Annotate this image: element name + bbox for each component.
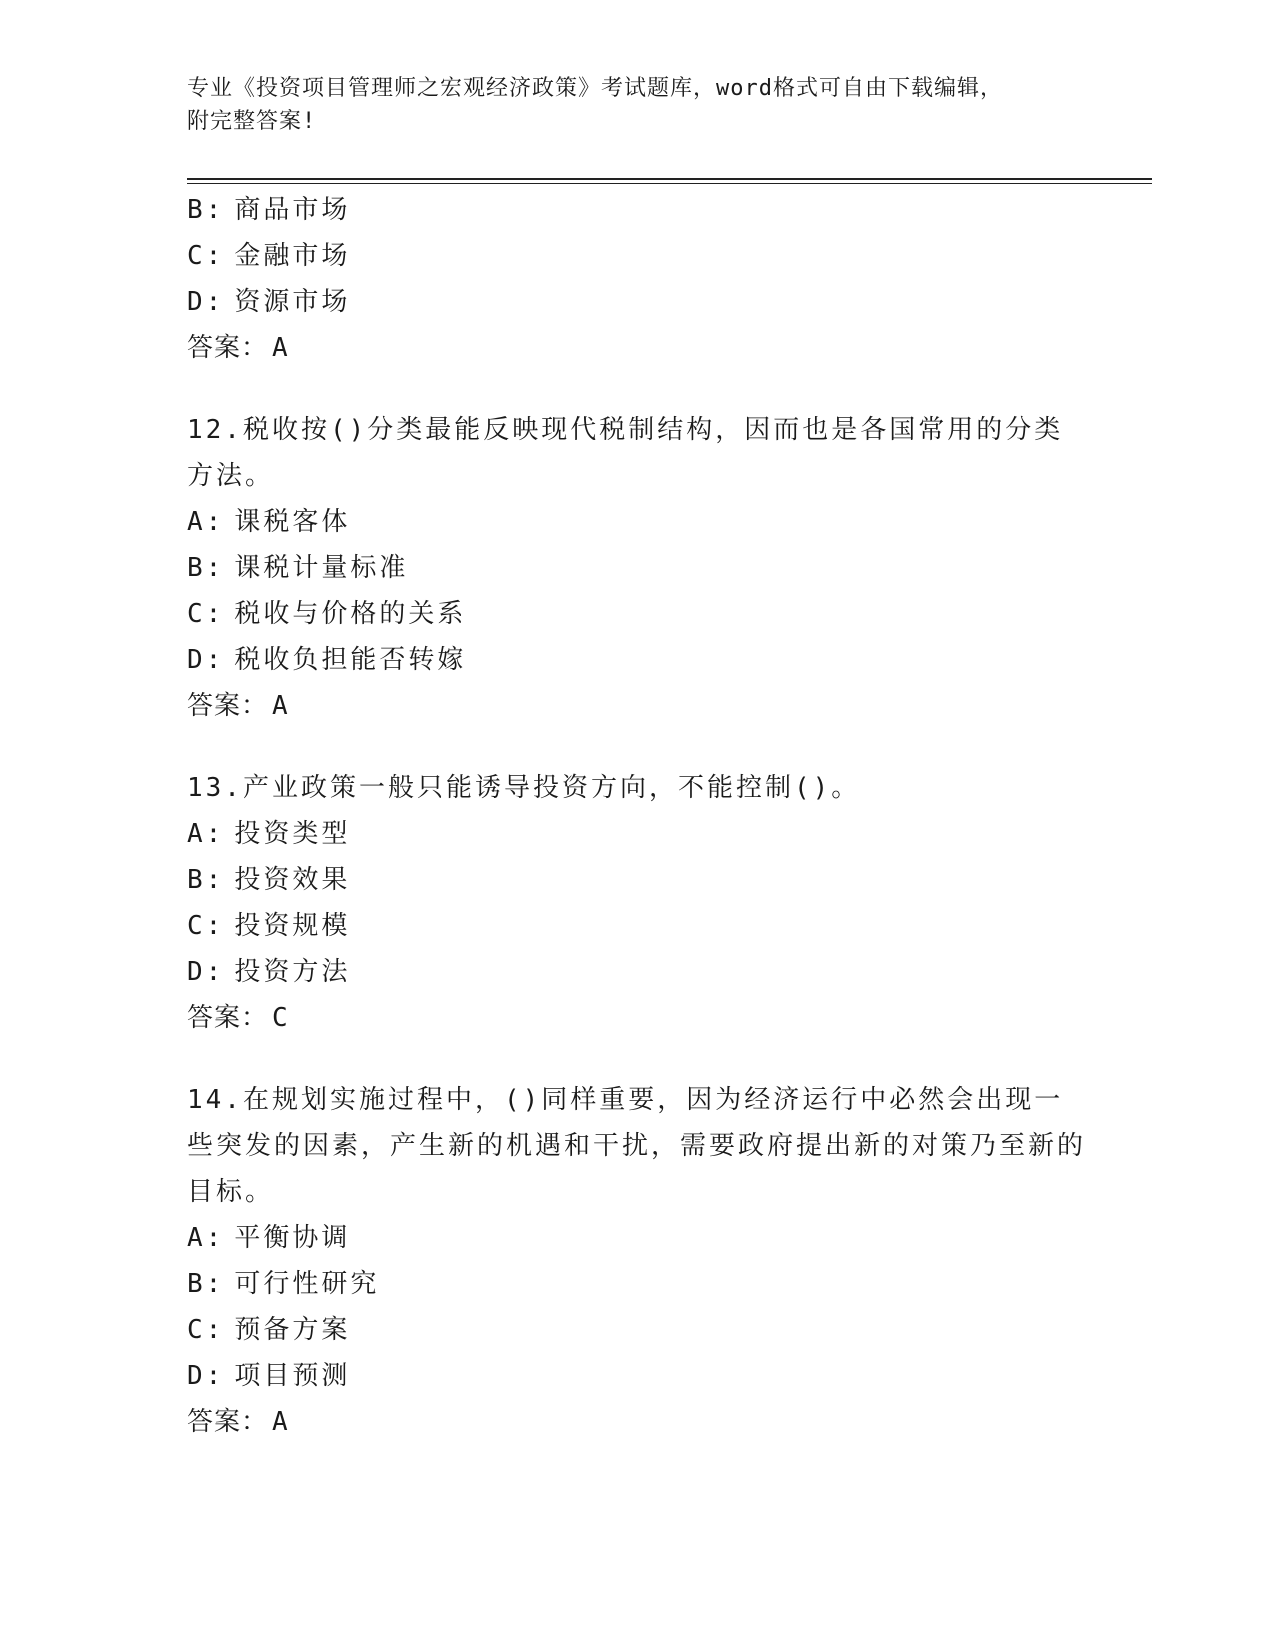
option-c: C: 预备方案 <box>187 1315 351 1345</box>
question-stem: 12.税收按()分类最能反映现代税制结构，因而也是各国常用的分类方法。 <box>187 415 1064 491</box>
option-d: D: 投资方法 <box>187 957 351 987</box>
option-c: C: 税收与价格的关系 <box>187 599 467 629</box>
answer-line: 答案： A <box>187 691 289 721</box>
option-c: C: 金融市场 <box>187 241 351 271</box>
option-c: C: 投资规模 <box>187 911 351 941</box>
answer-line: 答案： A <box>187 1407 289 1437</box>
option-b: B: 商品市场 <box>187 195 351 225</box>
option-b: B: 课税计量标准 <box>187 553 409 583</box>
question-stem: 13.产业政策一般只能诱导投资方向，不能控制()。 <box>187 773 861 803</box>
answer-line: 答案： C <box>187 1003 289 1033</box>
question-11-continued <box>187 187 1087 371</box>
option-d: D: 税收负担能否转嫁 <box>187 645 467 675</box>
document-header <box>187 72 1087 138</box>
question-stem: 14.在规划实施过程中，()同样重要，因为经济运行中必然会出现一些突发的因素，产生新的机遇和干扰，需要政府提出新的对策乃至新的目标。 <box>187 1085 1087 1207</box>
answer-line: 答案： A <box>187 333 289 363</box>
option-d: D: 项目预测 <box>187 1361 351 1391</box>
option-d: D: 资源市场 <box>187 287 351 317</box>
option-a: A: 投资类型 <box>187 819 351 849</box>
option-a: A: 平衡协调 <box>187 1223 351 1253</box>
header-line-1: 专业《投资项目管理师之宏观经济政策》考试题库，word格式可自由下载编辑， <box>187 76 1003 101</box>
option-b: B: 投资效果 <box>187 865 351 895</box>
question-12 <box>187 407 1087 729</box>
header-line-2: 附完整答案! <box>187 109 317 134</box>
question-list <box>187 187 1087 1445</box>
question-13 <box>187 765 1087 1041</box>
option-a: A: 课税客体 <box>187 507 351 537</box>
question-14 <box>187 1077 1087 1445</box>
header-divider <box>187 178 1152 184</box>
option-b: B: 可行性研究 <box>187 1269 380 1299</box>
